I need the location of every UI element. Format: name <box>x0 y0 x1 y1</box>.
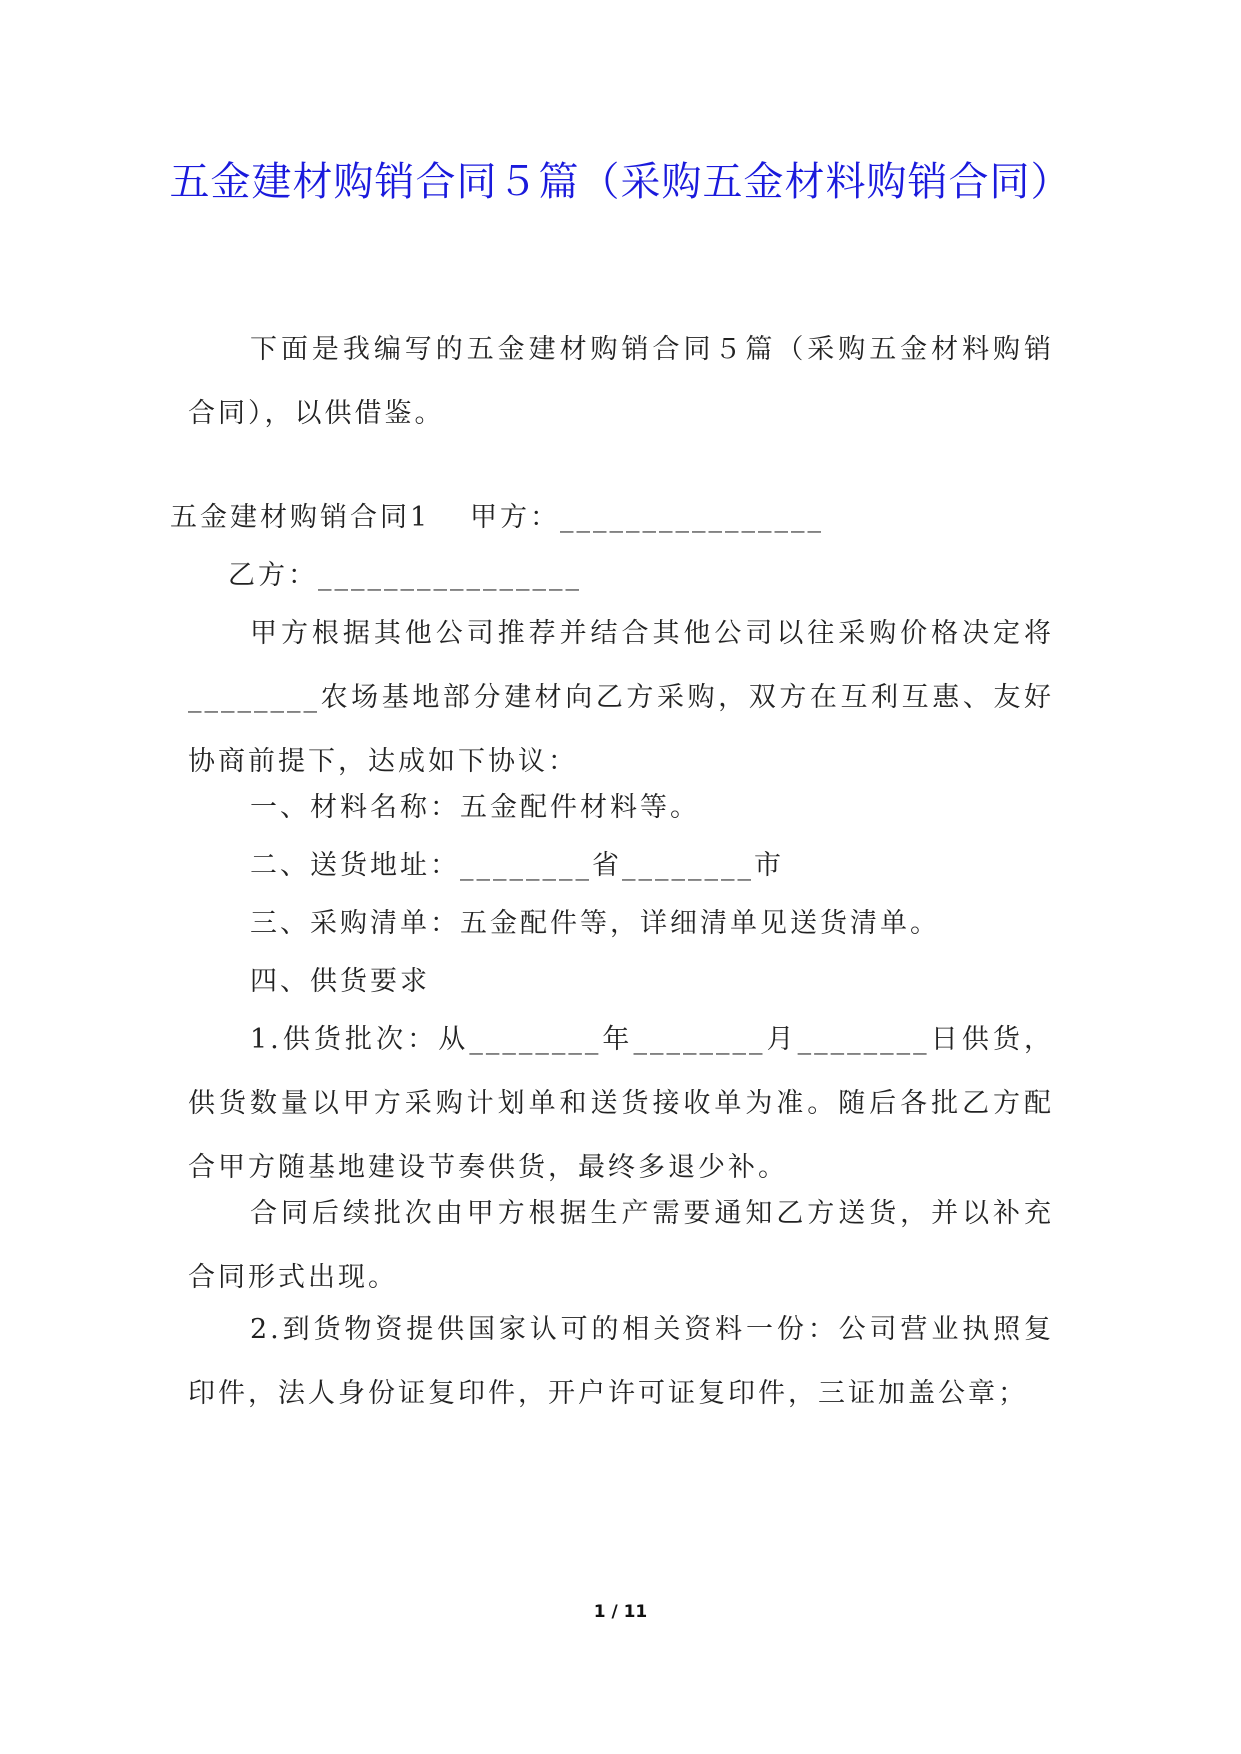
supply-documents-paragraph: 2.到货物资提供国家认可的相关资料一份：公司营业执照复印件，法人身份证复印件，开户许可证复印件，三证加盖公章； <box>188 1314 1054 1409</box>
contract-heading: 五金建材购销合同1 <box>170 502 431 533</box>
item-material-name: 一、材料名称：五金配件材料等。 <box>250 792 700 823</box>
item-purchase-list: 三、采购清单：五金配件等，详细清单见送货清单。 <box>250 908 940 939</box>
party-b-line: 乙方：________________ <box>228 560 582 591</box>
page-number: 1 / 11 <box>593 1602 648 1622</box>
intro-paragraph: 下面是我编写的五金建材购销合同５篇（采购五金材料购销合同），以供借鉴。 <box>188 334 1054 429</box>
document-title: 五金建材购销合同５篇（采购五金材料购销合同） <box>169 159 1072 205</box>
preamble-paragraph: 甲方根据其他公司推荐并结合其他公司以往采购价格决定将________农场基地部分建材向乙方采购，双方在互利互惠、友好协商前提下，达成如下协议： <box>188 618 1054 777</box>
supply-batch-paragraph: 1.供货批次：从________年________月________日供货，供货数量以甲方采购计划单和送货接收单为准。随后各批乙方配合甲方随基地建设节奏供货，最终多退少补。 <box>188 1024 1054 1183</box>
item-supply-requirements: 四、供货要求 <box>250 966 430 997</box>
supply-follow-paragraph: 合同后续批次由甲方根据生产需要通知乙方送货，并以补充合同形式出现。 <box>188 1198 1054 1293</box>
item-delivery-address: 二、送货地址：________省________市 <box>250 850 784 881</box>
party-a-line: 甲方：________________ <box>470 502 824 533</box>
